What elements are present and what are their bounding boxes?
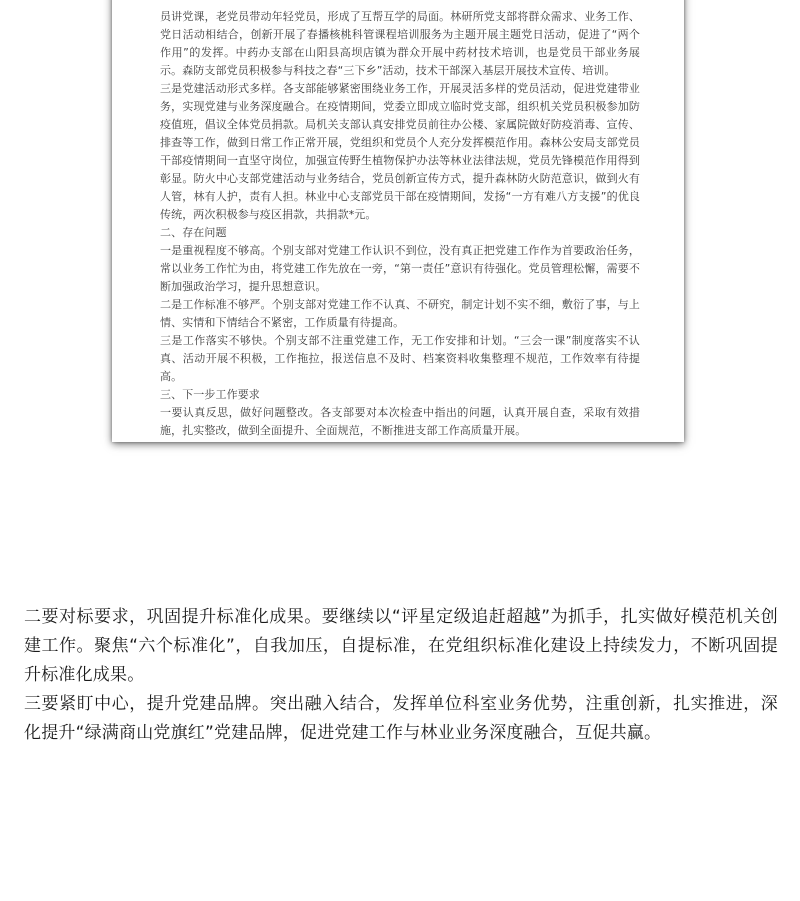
- doc-paragraph: 一是重视程度不够高。个别支部对党建工作认识不到位，没有真正把党建工作作为首要政治任务，常以业务工作忙为由，将党建工作先放在一旁，“第一责任”意识有待强化。党员管理松懈，需要不断加强政治学习，提升思想意识。: [160, 244, 640, 293]
- doc-paragraph: 一要认真反思，做好问题整改。各支部要对本次检查中指出的问题，认真开展自查，采取有效措施，扎实整改，做到全面提升、全面规范，不断推进支部工作高质量开展。: [160, 406, 640, 437]
- document-page-image: [112, 0, 684, 442]
- body-paragraph: 二要对标要求，巩固提升标准化成果。要继续以“评星定级追赶超越”为抓手，扎实做好模范机关创建工作。聚焦“六个标准化”，自我加压，自提标准，在党组织标准化建设上持续发力，不断巩固提升标准化成果。: [24, 607, 778, 685]
- body-text: [24, 603, 778, 748]
- doc-paragraph: 三是党建活动形式多样。各支部能够紧密围绕业务工作，开展灵活多样的党员活动，促进党建带业务，实现党建与业务深度融合。在疫情期间，党委立即成立临时党支部，组织机关党员积极参加防疫值班，倡议全体党员捐款。局机关支部认真安排党员前往办公楼、家属院做好防疫消毒、宣传、排查等工作，做到日常工作正常开展，党组织和党员个人充分发挥模范作用。森林公安局支部党员干部疫情期间一直坚守岗位，加强宣传野生植物保护办法等林业法律法规，党员先锋模范作用得到彰显。防火中心支部党建活动与业务结合，党员创新宣传方式，提升森林防火防范意识，做到火有人管，林有人护，责有人担。林业中心支部党员干部在疫情期间，发扬“一方有难八方支援”的优良传统，两次积极参与疫区捐款，共捐款*元。: [160, 82, 640, 221]
- body-paragraph: 三要紧盯中心，提升党建品牌。突出融入结合，发挥单位科室业务优势，注重创新，扎实推进，深化提升“绿满商山党旗红”党建品牌，促进党建工作与林业业务深度融合，互促共赢。: [24, 694, 778, 743]
- doc-paragraph: 三是工作落实不够快。个别支部不注重党建工作，无工作安排和计划。“三会一课”制度落实不认真、活动开展不积极，工作拖拉，报送信息不及时、档案资料收集整理不规范，工作效率有待提高。: [160, 334, 640, 383]
- doc-paragraph: 员讲党课，老党员带动年轻党员，形成了互帮互学的局面。林研所党支部将群众需求、业务工作、党日活动相结合，创新开展了春播核桃科管课程培训服务为主题开展主题党日活动，促进了“两个作用”的发挥。中药办支部在山阳县高坝店镇为群众开展中药材技术培训，也是党员干部业务展示。森防支部党员积极参与科技之春“三下乡”活动，技术干部深入基层开展技术宣传、培训。: [160, 10, 640, 77]
- doc-paragraph: 二是工作标准不够严。个别支部对党建工作不认真、不研究，制定计划不实不细，敷衍了事，与上情、实情和下情结合不紧密，工作质量有待提高。: [160, 298, 640, 329]
- section-heading: 二、存在问题: [160, 226, 227, 239]
- section-heading: 三、下一步工作要求: [160, 388, 260, 401]
- document-body: [160, 8, 640, 440]
